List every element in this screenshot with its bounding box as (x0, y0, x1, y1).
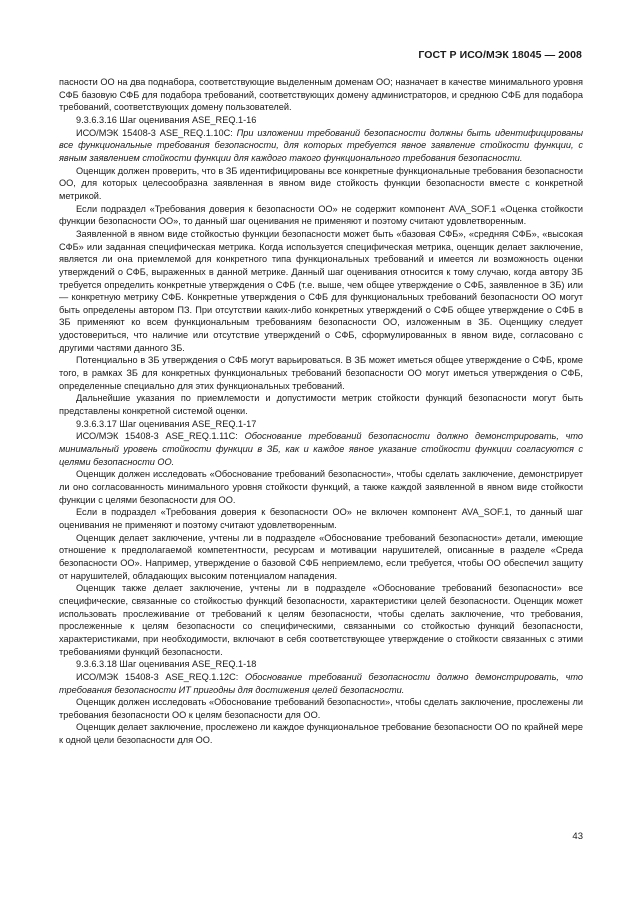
paragraph: Заявленной в явном виде стойкостью функции безопасности может быть «базовая СФБ», «средняя СФБ», «высокая СФБ» или заданная специфическая метрика. Когда используется специфическая метрика, оценщик делает заключение, является ли она приемлемой для конкретного типа функциональных требований и имеется ли возможность оценки утверждений о СФБ, выраженных в данной метрике. Данный шаг оценивания относится к тому случаю, когда автору ЗБ требуется определить конкретные утверждения о СФБ (т.е. выше, чем общее утверждение о СФБ, заявленное в ЗБ) или — конкретную метрику СФБ. Конкретные утверждения о СФБ для функциональных требований безопасности ОО могут быть определены автором ПЗ. При отсутствии каких-либо конкретных утверждений о СФБ общее утверждение о СФБ в ЗБ применяют ко всем функциональным требованиям безопасности ОО, изложенным в ЗБ. Оценщику следует удостовериться, что наличие или отсутствие утверждений о СФБ, сформулированных в явном виде, согласовано с другими частями данного ЗБ. (59, 228, 583, 353)
requirement-ref: ИСО/МЭК 15408-3 ASE_REQ.1.10C: (76, 127, 237, 138)
page-header: ГОСТ Р ИСО/МЭК 18045 — 2008 (418, 49, 582, 61)
paragraph: Потенциально в ЗБ утверждения о СФБ могут варьироваться. В ЗБ может иметься общее утверждение о СФБ, кроме того, в рамках ЗБ для конкретных функциональных требований безопасности ОО могут иметься утверждения о СФБ, определенные специально для этих функциональных требований. (59, 355, 583, 391)
paragraph: Если в подраздел «Требования доверия к безопасности ОО» не включен компонент AVA_SOF.1, то данный шаг оценивания не применяют и поэтому считают удовлетворенным. (59, 507, 583, 530)
evaluation-step-heading: 9.3.6.3.16 Шаг оценивания ASE_REQ.1-16 (76, 114, 257, 125)
evaluation-step-heading: 9.3.6.3.17 Шаг оценивания ASE_REQ.1-17 (76, 418, 257, 429)
requirement-paragraph (59, 127, 583, 165)
page-number: 43 (572, 831, 583, 842)
paragraph: Оценщик должен исследовать «Обоснование требований безопасности», чтобы сделать заключение, прослежены ли требования безопасности ОО к целям безопасности для ОО. (59, 697, 583, 720)
paragraph: Если подраздел «Требования доверия к безопасности ОО» не содержит компонент AVA_SOF.1 «Оценка стойкости функции безопасности ОО», то данный шаг оценивания не применяют и поэтому считают удовлетворенным. (59, 203, 583, 227)
paragraph: Оценщик должен исследовать «Обоснование требований безопасности», чтобы сделать заключение, демонстрирует ли оно согласованность минимального уровня стойкости функций, а также каждой заявленной в явном виде стойкости функции с целями безопасности для ОО. (59, 469, 583, 505)
requirement-text: Обоснование требований безопасности должно демонстрировать, что минимальный уровень стойкости функции в ЗБ, как и каждое явное указание стойкости функции согласуются с целями безопасности ОО. (59, 431, 584, 467)
requirement-ref: ИСО/МЭК 15408-3 ASE_REQ.1.12C: (76, 671, 245, 682)
paragraph: Дальнейшие указания по приемлемости и допустимости метрик стойкости функций безопасности могут быть представлены конкретной системой оценки. (59, 393, 583, 417)
requirement-paragraph (59, 671, 583, 696)
paragraph: пасности ОО на два поднабора, соответствующие выделенным доменам ОО; назначает в качестве минимального уровня СФБ базовую СФБ для подабора требований, соответствующих домену администраторов, и среднюю СФБ для подабора требований, соответствующих домену пользователей. (59, 77, 583, 113)
document-body (59, 76, 583, 747)
requirement-ref: ИСО/МЭК 15408-3 ASE_REQ.1.11C: (76, 431, 245, 442)
paragraph: Оценщик также делает заключение, учтены ли в подразделе «Обоснование требований безопасности» все специфические, связанные со стойкостью функций безопасности, характеристики целей безопасности. Оценщик может использовать прослеживание от требований к целям безопасности, чтобы сделать заключение, что требования, прослеженные к целям безопасности со специфическими, связанными со стойкостью функций безопасности, характеристиками, при необходимости, включают в себя соответствующее утверждение о стойкости связанных с этими требованиями функций безопасности. (59, 583, 583, 657)
requirement-text: Обоснование требований безопасности должно демонстрировать, что требования безопасности ИТ пригодны для достижения целей безопасности. (59, 671, 583, 695)
requirement-text: При изложении требований безопасности должны быть идентифицированы все функциональные требования безопасности, для которых требуется явное заявление стойкости функции, с явным заявлением стойкости функции для каждого такого функционального требования безопасности. (59, 127, 583, 163)
paragraph: Оценщик делает заключение, учтены ли в подразделе «Обоснование требований безопасности» детали, имеющие отношение к предполагаемой компетентности, ресурсам и мотивации нарушителей, описанные в разделе «Среда безопасности ОО». Например, утверждение о базовой СФБ неприемлемо, если требуется, чтобы ОО обеспечил защиту от нарушителей, обладающих высоким потенциалом нападения. (59, 532, 583, 581)
evaluation-step-heading: 9.3.6.3.18 Шаг оценивания ASE_REQ.1-18 (76, 659, 257, 670)
paragraph: Оценщик должен проверить, что в ЗБ идентифицированы все конкретные функциональные требования безопасности ОО, для которых целесообразна заявленная в явном виде стойкость функции безопасности вместе с конкретной метрикой. (59, 165, 583, 201)
requirement-paragraph (59, 430, 583, 468)
paragraph: Оценщик делает заключение, прослежено ли каждое функциональное требование безопасности ОО по крайней мере к одной цели безопасности для ОО. (59, 722, 583, 746)
